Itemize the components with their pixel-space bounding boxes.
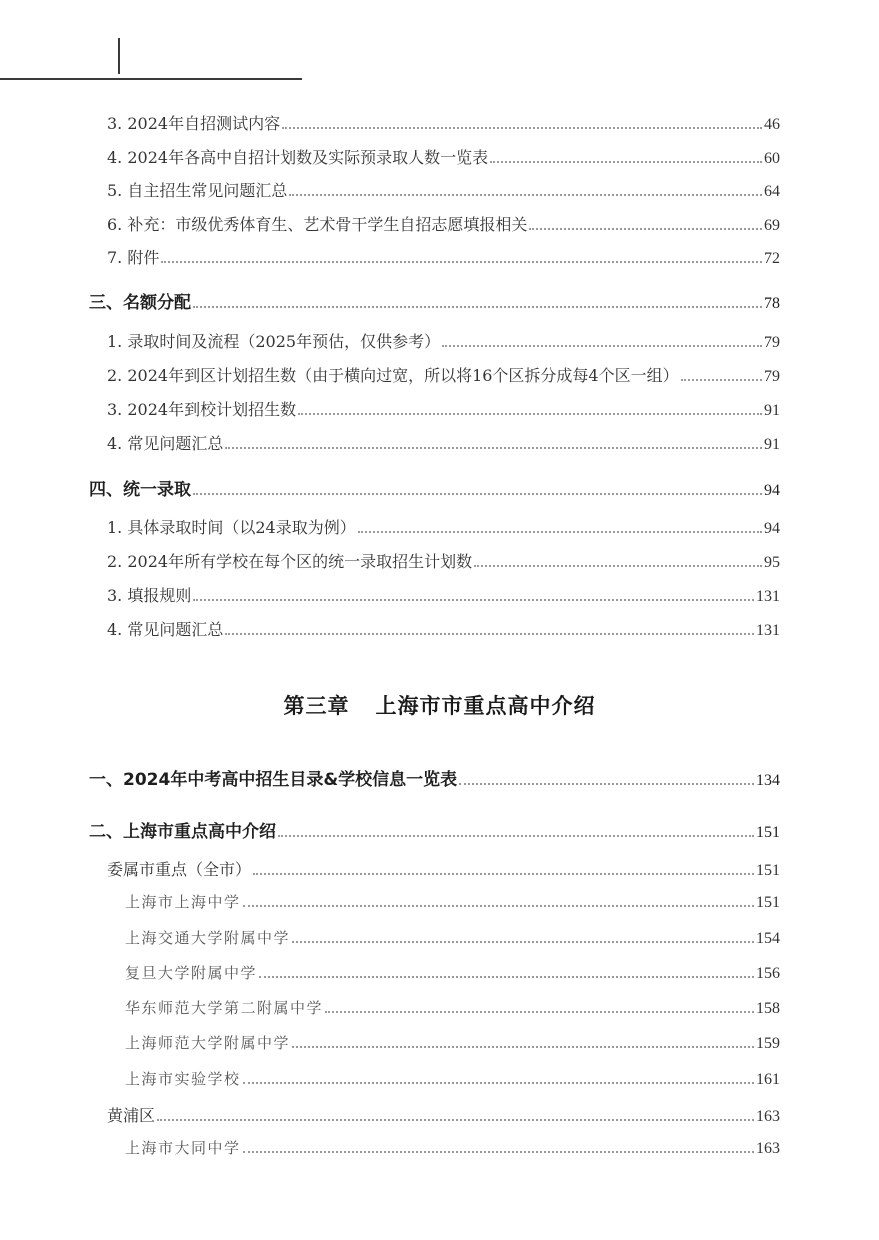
school-page: 158 [756, 1000, 780, 1017]
toc-entry[interactable] [107, 245, 780, 268]
toc-entry-page: 79 [764, 368, 780, 385]
dot-leader [292, 1046, 754, 1048]
toc-subgroup-label: 黄浦区 [107, 1106, 156, 1125]
dot-leader [459, 783, 754, 785]
dot-leader [325, 1011, 754, 1013]
toc-heading-page: 94 [764, 482, 780, 499]
dot-leader [358, 531, 762, 533]
toc-entry-label: 2. 2024年到区计划招生数（由于横向过宽，所以将16个区拆分成每4个区一组） [107, 366, 679, 385]
dot-leader [474, 565, 762, 567]
toc-entry-label: 3. 填报规则 [107, 586, 192, 605]
school-page: 161 [756, 1071, 780, 1088]
toc-heading-label: 三、名额分配 [89, 293, 191, 313]
dot-leader [253, 873, 754, 875]
toc-entry[interactable] [107, 145, 780, 168]
toc-school-entry[interactable] [125, 1068, 780, 1089]
school-page: 159 [756, 1035, 780, 1052]
school-name: 上海市大同中学 [125, 1139, 241, 1157]
toc-heading-label: 一、2024年中考高中招生目录&学校信息一览表 [89, 770, 458, 790]
school-name: 上海市上海中学 [125, 893, 241, 911]
toc-entry[interactable] [107, 363, 780, 386]
toc-school-entry[interactable] [125, 1032, 780, 1053]
dot-leader [193, 493, 762, 495]
toc-section-heading[interactable] [89, 817, 780, 842]
school-name: 华东师范大学第二附属中学 [125, 999, 324, 1017]
toc-section-heading[interactable] [89, 475, 780, 500]
toc-entry-page: 64 [764, 183, 780, 200]
toc-entry[interactable] [107, 549, 780, 572]
toc-entry-page: 91 [764, 436, 780, 453]
header-vertical-rule [118, 38, 120, 74]
toc-heading-page: 134 [756, 772, 780, 789]
toc-entry-page: 95 [764, 554, 780, 571]
toc-entry[interactable] [107, 397, 780, 420]
dot-leader [490, 161, 762, 163]
toc-entry-label: 1. 具体录取时间（以24录取为例） [107, 518, 356, 537]
toc-subgroup-page: 163 [756, 1108, 780, 1125]
toc-entry-page: 79 [764, 334, 780, 351]
toc-entry-label: 1. 录取时间及流程（2025年预估，仅供参考） [107, 332, 441, 351]
toc-entry-label: 6. 补充：市级优秀体育生、艺术骨干学生自招志愿填报相关 [107, 215, 528, 234]
dot-leader [298, 413, 762, 415]
chapter-name: 上海市市重点高中介绍 [375, 693, 596, 718]
toc-entry[interactable] [107, 111, 780, 134]
dot-leader [225, 633, 754, 635]
toc-school-entry[interactable] [125, 891, 780, 912]
toc-entry-page: 60 [764, 150, 780, 167]
dot-leader [161, 261, 762, 263]
dot-leader [193, 306, 762, 308]
dot-leader [243, 1082, 754, 1084]
toc-entry[interactable] [107, 178, 780, 201]
toc-entry-page: 91 [764, 402, 780, 419]
dot-leader [282, 127, 762, 129]
toc-entry-label: 3. 2024年自招测试内容 [107, 114, 281, 133]
toc-entry-page: 131 [756, 622, 780, 639]
school-name: 上海市实验学校 [125, 1070, 241, 1088]
toc-school-entry[interactable] [125, 997, 780, 1018]
toc-entry-label: 4. 常见问题汇总 [107, 620, 224, 639]
dot-leader [278, 835, 754, 837]
toc-entry[interactable] [107, 329, 780, 352]
school-page: 163 [756, 1140, 780, 1157]
school-name: 上海师范大学附属中学 [125, 1034, 291, 1052]
dot-leader [442, 345, 762, 347]
toc-school-entry[interactable] [125, 1137, 780, 1158]
school-name: 上海交通大学附属中学 [125, 929, 291, 947]
school-page: 156 [756, 965, 780, 982]
toc-entry[interactable] [107, 212, 780, 235]
toc-entry-label: 7. 附件 [107, 248, 160, 267]
toc-subgroup-page: 151 [756, 862, 780, 879]
toc-school-entry[interactable] [125, 927, 780, 948]
toc-entry-page: 69 [764, 217, 780, 234]
toc-entry-label: 2. 2024年所有学校在每个区的统一录取招生计划数 [107, 552, 473, 571]
toc-entry[interactable] [107, 583, 780, 606]
toc-entry-label: 3. 2024年到校计划招生数 [107, 400, 297, 419]
toc-section-heading[interactable] [89, 765, 780, 790]
toc-subgroup[interactable] [107, 1103, 780, 1126]
school-name: 复旦大学附属中学 [125, 964, 258, 982]
dot-leader [243, 1151, 754, 1153]
toc-entry[interactable] [107, 515, 780, 538]
toc-entry-page: 94 [764, 520, 780, 537]
toc-heading-page: 151 [756, 824, 780, 841]
school-page: 151 [756, 894, 780, 911]
chapter-number: 第三章 [283, 693, 350, 718]
toc-subgroup-label: 委属市重点（全市） [107, 860, 252, 879]
toc-entry-label: 5. 自主招生常见问题汇总 [107, 181, 288, 200]
toc-entry-page: 131 [756, 588, 780, 605]
dot-leader [243, 905, 754, 907]
toc-section-heading[interactable] [89, 288, 780, 313]
dot-leader [529, 228, 762, 230]
dot-leader [289, 194, 762, 196]
chapter-title [0, 690, 879, 720]
toc-entry-label: 4. 2024年各高中自招计划数及实际预录取人数一览表 [107, 148, 489, 167]
header-horizontal-rule [0, 78, 302, 80]
toc-entry[interactable] [107, 617, 780, 640]
dot-leader [292, 941, 754, 943]
toc-school-entry[interactable] [125, 962, 780, 983]
toc-entry-page: 72 [764, 250, 780, 267]
dot-leader [157, 1119, 754, 1121]
dot-leader [193, 599, 754, 601]
toc-entry-label: 4. 常见问题汇总 [107, 434, 224, 453]
dot-leader [225, 447, 762, 449]
toc-heading-label: 四、统一录取 [89, 480, 191, 500]
dot-leader [681, 379, 762, 381]
toc-subgroup[interactable] [107, 857, 780, 880]
dot-leader [259, 976, 754, 978]
toc-heading-page: 78 [764, 295, 780, 312]
toc-entry-page: 46 [764, 116, 780, 133]
toc-heading-label: 二、上海市重点高中介绍 [89, 822, 276, 842]
school-page: 154 [756, 930, 780, 947]
toc-entry[interactable] [107, 431, 780, 454]
